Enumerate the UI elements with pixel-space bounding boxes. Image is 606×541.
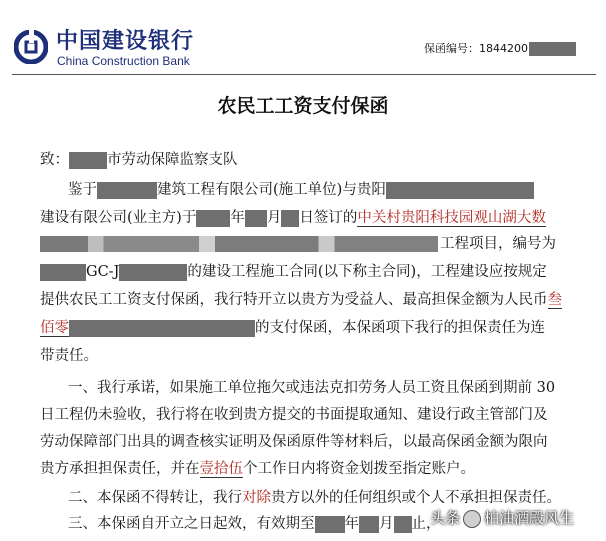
redaction-block (386, 182, 534, 199)
addressee-prefix: 致： (40, 152, 69, 168)
redaction-block (281, 210, 299, 227)
paragraph-1-line-4 (40, 262, 547, 282)
guarantee-number (424, 42, 576, 56)
text: 年 (230, 210, 245, 226)
watermark (430, 507, 574, 528)
redacted-line (40, 236, 438, 252)
redaction-block (196, 210, 230, 227)
text: 鉴于 (68, 182, 97, 198)
redaction-block (245, 210, 267, 227)
paragraph-1-line-7 (40, 346, 98, 366)
text: 提供农民工工资支付保函，我行特开立以贵方为受益人、最高担保金额为人民币 (40, 292, 548, 308)
text: 年 (344, 516, 359, 532)
text: 建设有限公司(业主方)于 (40, 210, 197, 226)
text: 个工作日内将资金划拨至指定账户。 (243, 461, 475, 477)
paragraph-2-line-1: 一、我行承诺，如果施工单位拖欠或违法克扣劳务人员工资且保函到期前 30 (68, 380, 556, 396)
watermark-prefix: 头条 (430, 509, 461, 527)
redaction-block (69, 152, 107, 169)
guarantee-number-value: 1844200 (479, 42, 528, 55)
redaction-block (69, 320, 255, 337)
redaction-block (394, 516, 412, 533)
text: 贵方以外的任何组织或个人不承担担保责任。 (271, 490, 561, 506)
ccb-logo-icon (14, 30, 48, 64)
amount-highlight: 佰零 (40, 320, 69, 336)
watermark-suffix: 柏油酒殿风生 (484, 509, 575, 527)
redaction-block (97, 182, 157, 199)
days-highlight: 壹拾伍 (199, 461, 243, 477)
guarantee-number-label: 保函编号： (424, 42, 479, 55)
text: 工程项目，编号为 (440, 236, 556, 252)
paragraph-1-line-2 (40, 208, 546, 228)
paragraph-1-line-3 (440, 234, 556, 254)
bank-name-chinese: 中国建设银行 (56, 29, 195, 54)
paragraph-1-line-1 (68, 180, 534, 200)
bank-name-english: China Construction Bank (57, 54, 190, 68)
redaction-block (315, 516, 345, 533)
header-divider (12, 74, 596, 75)
project-name-highlight: 中关村贵阳科技园观山湖大数 (357, 210, 546, 226)
text: 日签订的 (299, 210, 358, 226)
text-highlight: 对除 (242, 490, 271, 506)
paragraph-2-line-2: 日工程仍未验收，我行将在收到贵方提交的书面提取通知、建设行政主管部门及 (40, 407, 548, 423)
paragraph-1-line-5 (40, 290, 562, 310)
redaction-block (359, 516, 379, 533)
text: 带责任。 (40, 348, 98, 364)
redaction-block (119, 264, 187, 281)
text: 的支付保函，本保函项下我行的担保责任为连 (255, 320, 545, 336)
paragraph-4-line-1 (68, 514, 441, 534)
redaction-block (529, 42, 576, 56)
text: 建筑工程有限公司(施工单位)与贵阳 (157, 182, 386, 198)
paragraph-1-line-6 (40, 318, 545, 338)
document-title: 农民工工资支付保函 (217, 95, 389, 117)
text: 的建设工程施工合同(以下称主合同)，工程建设应按规定 (187, 264, 547, 280)
watermark-logo-icon (463, 510, 481, 528)
redaction-block (40, 264, 86, 281)
text: 二、本保函不得转让，我行 (68, 490, 242, 506)
text: 三、本保函自开立之日起效，有效期至 (68, 516, 315, 532)
addressee-line (40, 150, 238, 170)
text: 月 (266, 210, 282, 226)
paragraph-3-line-1 (68, 488, 561, 508)
text: 贵方承担担保责任，并在 (40, 461, 200, 477)
text: 止， (411, 516, 441, 532)
text: GC-J (86, 264, 120, 280)
amount-highlight: 叁 (547, 292, 562, 308)
addressee-suffix: 市劳动保障监察支队 (107, 152, 238, 168)
paragraph-2-line-4 (40, 459, 475, 479)
paragraph-2-line-3: 劳动保障部门出具的调查核实证明及保函原件等材料后，以最高保函金额为限向 (40, 434, 548, 450)
text: 月 (379, 516, 394, 532)
